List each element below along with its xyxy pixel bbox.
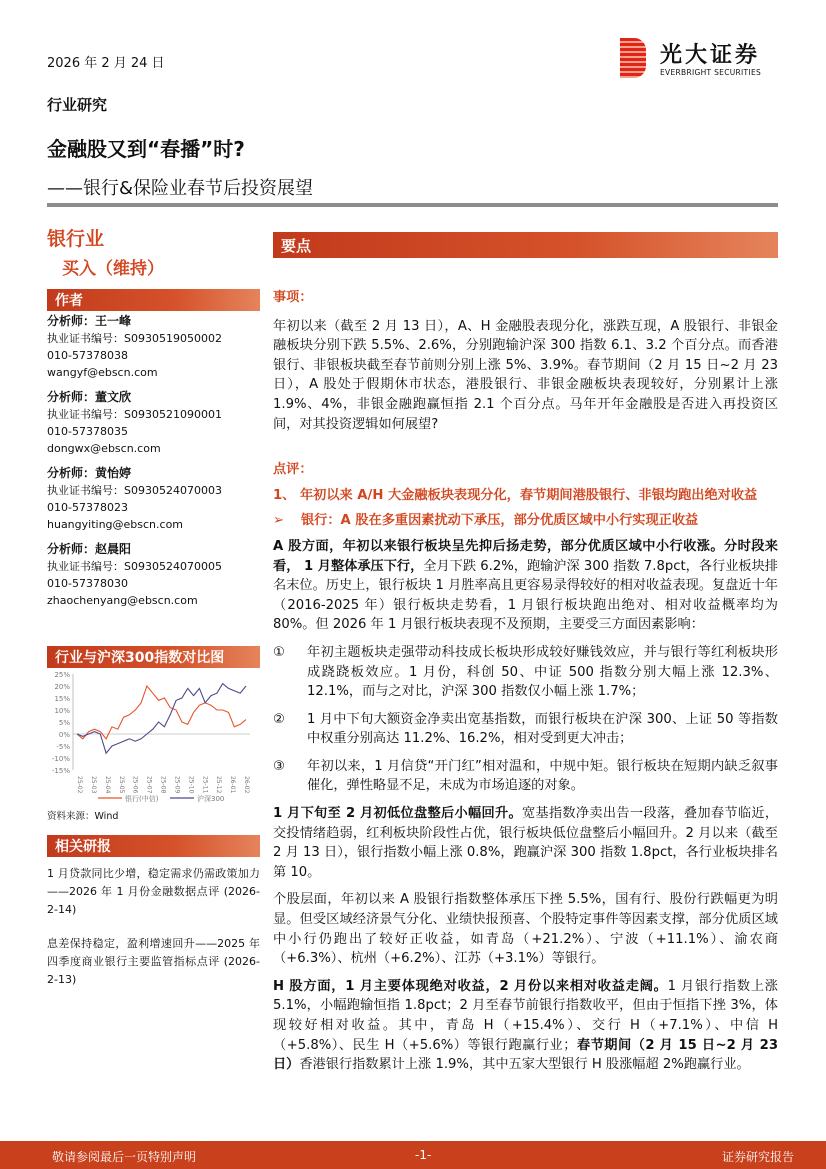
comment-title: 点评： xyxy=(273,462,313,478)
rating: 买入（维持） xyxy=(62,259,164,279)
footer-report-type: 证券研究报告 xyxy=(722,1150,795,1164)
analyst-phone: 010-57378035 xyxy=(47,425,128,438)
report-date: 2026 年 2 月 24 日 xyxy=(47,56,165,71)
footer-disclaimer[interactable]: 敬请参阅最后一页特别声明 xyxy=(52,1150,197,1164)
analyst-cert: 执业证书编号：S0930524070005 xyxy=(47,560,222,573)
report-subtitle: ——银行&保险业春节后投资展望 xyxy=(47,178,314,199)
divider xyxy=(47,203,778,207)
analyst-phone: 010-57378023 xyxy=(47,501,128,514)
x-tick-label: 26-01 xyxy=(229,776,237,794)
y-tick-label: 15% xyxy=(54,695,70,703)
analyst-name: 分析师：黄怡婷 xyxy=(47,466,132,480)
y-tick-label: 5% xyxy=(58,719,70,727)
authors-list xyxy=(47,313,260,609)
y-tick-label: 20% xyxy=(54,683,70,691)
legend-label: 沪深300 xyxy=(197,795,225,803)
item-number: ③ xyxy=(273,758,285,774)
analyst-card xyxy=(47,541,260,609)
sector: 银行业 xyxy=(47,228,105,250)
sub-point-text: 银行：A 股在多重因素扰动下承压，部分优质区域中小行实现正收益 xyxy=(301,513,699,529)
series-line-0 xyxy=(77,686,246,739)
numbered-item xyxy=(273,710,778,749)
y-tick-label: 0% xyxy=(58,731,70,739)
arrow-icon: ➢ xyxy=(273,513,285,529)
item-text: 1 月中下旬大额资金净卖出宽基指数，而银行板块在沪深 300、上证 50 等指数中权重分别高达 11.2%、16.2%，相对受到更大冲击； xyxy=(307,711,778,747)
analyst-email[interactable]: dongwx@ebscn.com xyxy=(47,442,161,455)
analyst-name: 分析师：董文欣 xyxy=(47,390,132,404)
a-share-paragraph xyxy=(273,537,778,635)
item-text: 年初以来，1 月信贷“开门红”相对温和，中规中矩。银行板块在短期内缺乏叙事催化，弹性略显不足，未成为市场追逐的对象。 xyxy=(307,758,778,794)
x-tick-label: 25-07 xyxy=(145,776,153,794)
text: 香港银行指数累计上涨 1.9%，其中五家大型银行 H 股涨幅超 2%跑赢行业。 xyxy=(299,1057,750,1073)
bold-lead: A 股方面，年初以来银行板块呈先抑后扬走势，部分优质区域中小行收涨。分时段来看， 1 月整体承压下行， xyxy=(273,538,778,574)
analyst-phone: 010-57378030 xyxy=(47,577,128,590)
authors-heading: 作者 xyxy=(47,289,260,311)
x-tick-label: 25-06 xyxy=(131,776,139,794)
h-share-paragraph xyxy=(273,977,778,1075)
late-jan-paragraph xyxy=(273,804,778,882)
event-title: 事项： xyxy=(273,290,313,305)
related-list xyxy=(47,865,260,989)
series-line-1 xyxy=(77,684,246,754)
event-paragraph: 年初以来（截至 2 月 13 日），A、H 金融股表现分化，涨跌互现，A 股银行、非银金融板块分别下跌 5.5%、2.6%，分别跑输沪深 300 指数 6.1、3.2 个百分点。而香港银行、非银板块截至春节前则分别上涨 5%、3.9%。春节期间（2 月 15 日~2 月 23 日），A 股处于假期休市状态，港股银行、非银金融板块表现较好，分别累计上涨 1.9%、4%，非银金融跑赢恒指 2.1 个百分点。马年开年金融股是否进入再投资区间，对其投资逻辑如何展望? xyxy=(273,318,778,432)
logo-cn: 光大证券 xyxy=(660,43,761,68)
analyst-email[interactable]: zhaochenyang@ebscn.com xyxy=(47,594,198,607)
y-tick-label: -15% xyxy=(51,767,70,775)
comparison-chart xyxy=(40,668,260,808)
bold-lead: 1 月下旬至 2 月初低位盘整后小幅回升。 xyxy=(273,806,522,822)
analyst-email[interactable]: huangyiting@ebscn.com xyxy=(47,518,184,531)
x-tick-label: 25-04 xyxy=(103,776,111,794)
numbered-item xyxy=(273,643,778,702)
logo-en: EVERBRIGHT SECURITIES xyxy=(660,68,762,77)
analyst-card xyxy=(47,389,260,457)
x-tick-label: 26-02 xyxy=(243,776,250,794)
everbright-logo xyxy=(620,38,780,80)
sub-point-1 xyxy=(273,511,778,531)
chart-title: 行业与沪深300指数对比图 xyxy=(47,646,260,668)
related-report-link[interactable]: 息差保持稳定，盈利增速回升——2025 年四季度商业银行主要监管指标点评 (2026-2-13) xyxy=(47,937,260,986)
x-tick-label: 25-05 xyxy=(117,776,125,794)
y-tick-label: 10% xyxy=(54,707,70,715)
bold-inline: 春节期间（2 月 15 日~2 月 23 日） xyxy=(273,1037,778,1073)
item-text: 年初主题板块走强带动科技成长板块形成较好赚钱效应，并与银行等红利板块形成跷跷板效应。1 月份，科创 50、中证 500 指数分别大幅上涨 12.3%、12.1%，而与之对比，沪深 300 指数仅小幅上涨 1.7%； xyxy=(307,644,778,700)
report-title: 金融股又到“春播”时? xyxy=(47,137,245,161)
x-tick-label: 25-11 xyxy=(201,776,209,794)
text: 全月下跌 6.2%，跑输沪深 300 指数 7.8pct，各行业板块排名末位。历史上，银行板块 1 月胜率高且更容易录得较好的相对收益表现。复盘近十年（2016-2025 年）银行板块走势看，1 月银行板块跑出绝对、相对收益概率均为 80%。但 2026 年 1 月银行板块表现不及预期，主要受三方面因素影响： xyxy=(273,558,778,633)
text: 宽基指数净卖出告一段落，叠加春节临近，交投情绪趋弱，红利板块阶段性占优，银行板块低位盘整后小幅回升。2 月以来（截至 2 月 13 日），银行指数小幅上涨 0.8%，跑赢沪深 300 指数 1.8pct，各行业板块排名第 10。 xyxy=(273,806,779,880)
footer xyxy=(0,1141,826,1169)
analyst-card xyxy=(47,465,260,533)
x-tick-label: 25-08 xyxy=(159,776,167,794)
x-tick-label: 25-10 xyxy=(187,776,195,794)
analyst-email[interactable]: wangyf@ebscn.com xyxy=(47,366,158,379)
analyst-cert: 执业证书编号：S0930519050002 xyxy=(47,332,222,345)
x-tick-label: 25-09 xyxy=(173,776,181,794)
analyst-card xyxy=(47,313,260,381)
key-points-heading: 要点 xyxy=(273,232,778,258)
related-report-link[interactable]: 1 月贷款同比少增，稳定需求仍需政策加力——2026 年 1 月份金融数据点评 (2026-2-14) xyxy=(47,867,260,916)
logo-mark-icon xyxy=(620,38,646,78)
legend-label: 银行(中信) xyxy=(125,795,159,803)
text: 1 月银行指数上涨 5.1%，小幅跑输恒指 1.8pct；2 月至春节前银行指数收平，但由于恒指下挫 3%，体现较好相对收益。其中，青岛 H（+15.4%）、交行 H（+7.1%）、中信 H（+5.8%）、民生 H（+5.6%）等银行跑赢行业； xyxy=(273,978,778,1053)
bold-lead: H 股方面，1 月主要体现绝对收益，2 月份以来相对收益走阔。 xyxy=(273,978,668,994)
main-body xyxy=(273,288,778,1083)
analyst-name: 分析师：赵晨阳 xyxy=(47,542,132,556)
stock-level-paragraph: 个股层面，年初以来 A 股银行指数整体承压下挫 5.5%，国有行、股份行跌幅更为明显。但受区域经济景气分化、业绩快报预喜、个股特定事件等因素支撑，部分优质区域中小行仍跑出了较好正收益，如青岛（+21.2%）、宁波（+11.1%）、渝农商（+6.3%）、杭州（+6.2%）、江苏（+3.1%）等银行。 xyxy=(273,892,778,967)
item-number: ① xyxy=(273,644,285,660)
page-number: -1- xyxy=(415,1148,432,1162)
y-tick-label: -10% xyxy=(51,755,70,763)
y-tick-label: 25% xyxy=(54,671,70,679)
analyst-cert: 执业证书编号：S0930524070003 xyxy=(47,484,222,497)
analyst-phone: 010-57378038 xyxy=(47,349,128,362)
item-number: ② xyxy=(273,711,285,727)
analyst-cert: 执业证书编号：S0930521090001 xyxy=(47,408,222,421)
chart-source: 资料来源：Wind xyxy=(47,811,119,822)
x-tick-label: 25-02 xyxy=(76,776,83,794)
y-tick-label: -5% xyxy=(56,743,70,751)
analyst-name: 分析师：王一峰 xyxy=(47,314,132,328)
x-tick-label: 25-12 xyxy=(215,776,223,794)
related-heading: 相关研报 xyxy=(47,835,260,857)
point-1: 1、 年初以来 A/H 大金融板块表现分化，春节期间港股银行、非银均跑出绝对收益 xyxy=(273,487,758,503)
report-category: 行业研究 xyxy=(47,96,108,114)
numbered-item xyxy=(273,757,778,796)
x-tick-label: 25-03 xyxy=(89,776,97,794)
